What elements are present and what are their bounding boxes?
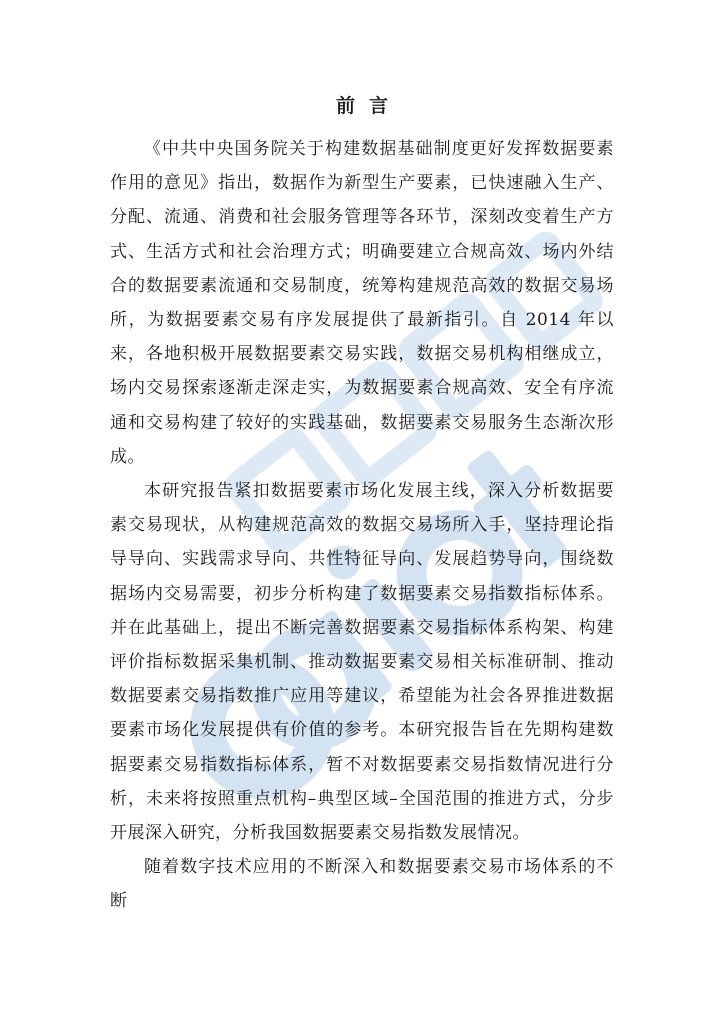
page-title: 前言: [335, 95, 402, 117]
paragraph-2: 本研究报告紧扣数据要素市场化发展主线，深入分析数据要素交易现状，从构建规范高效的数据交易场所入手，坚持理论指导导向、实践需求导向、共性特征导向、发展趋势导向，围绕数据场内交易需要，初步分析构建了数据要素交易指数指标体系。并在此基础上，提出不断完善数据要素交易指标体系构架、构建评价指标数据采集机制、推动数据要素交易相关标准研制、推动数据要素交易指数推广应用等建议，希望能为社会各界推进数据要素市场化发展提供有价值的参考。本研究报告旨在先期构建数据要素交易指数指标体系，暂不对数据要素交易指数情况进行分析，未来将按照重点机构–典型区域–全国范围的推进方式，分步开展深入研究，分析我国数据要素交易指数发展情况。: [110, 481, 614, 844]
paragraph-1: 《中共中央国务院关于构建数据基础制度更好发挥数据要素作用的意见》指出，数据作为新型生产要素，已快速融入生产、分配、流通、消费和社会服务管理等各环节，深刻改变着生产方式、生活方式和社会治理方式；明确要建立合规高效、场内外结合的数据要素流通和交易制度，统筹构建规范高效的数据交易场所，为数据要素交易有序发展提供了最新指引。自 2014 年以来，各地积极开展数据要素交易实践，数据交易机构相继成立，场内交易探索逐渐走深走实，为数据要素合规高效、安全有序流通和交易构建了较好的实践基础，数据要素交易服务生态渐次形成。: [110, 139, 614, 467]
page-body: [110, 94, 614, 919]
paragraph-3: 随着数字技术应用的不断深入和数据要素交易市场体系的不断: [110, 857, 614, 912]
